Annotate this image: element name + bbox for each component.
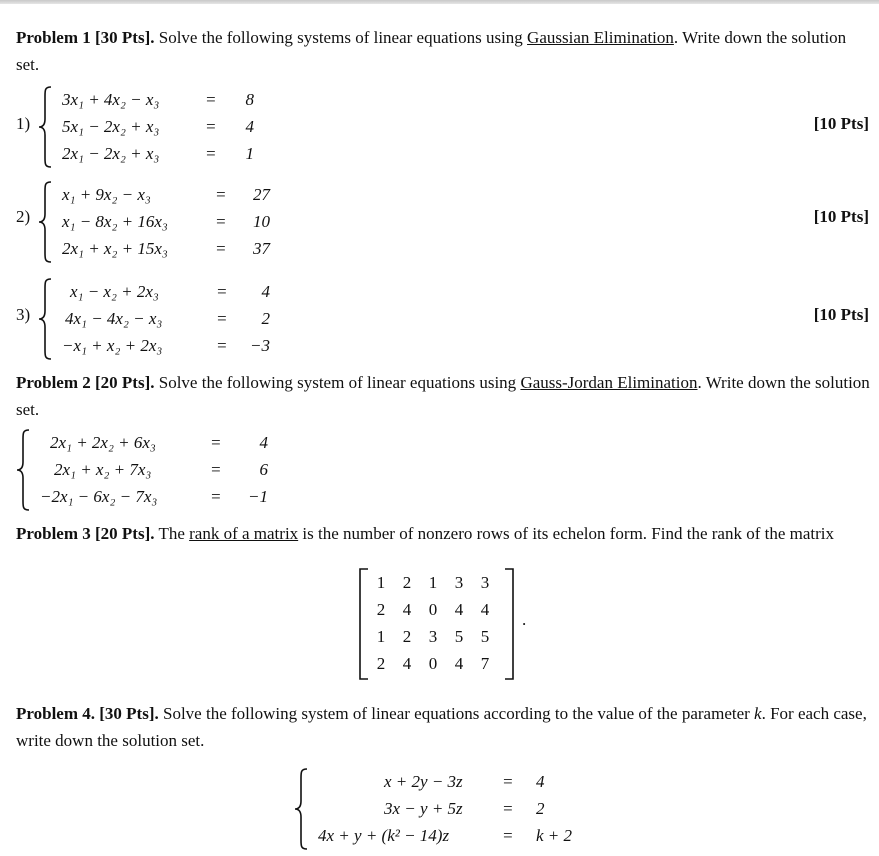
equation-rhs: 4 (245, 117, 254, 136)
problem-2-statement (16, 369, 872, 423)
matrix-cell: 7 (480, 654, 490, 673)
matrix-cell: 4 (402, 600, 412, 619)
equals-sign: = (215, 212, 227, 231)
matrix-cell: 2 (402, 627, 412, 646)
problem-1-system-1 (0, 84, 879, 174)
left-brace-icon (38, 278, 54, 360)
problem-3-text-a: The (154, 524, 190, 543)
matrix-cell: 4 (402, 654, 412, 673)
problem-1-text-b: . Write down the solution set. (16, 28, 847, 74)
problem-4-param: k (754, 704, 762, 723)
equation-rhs: 37 (253, 239, 270, 258)
system-1-label: 1) (16, 114, 31, 133)
matrix-cell: 4 (480, 600, 490, 619)
left-brace-icon (38, 86, 54, 168)
matrix-cell: 5 (454, 627, 464, 646)
left-bracket-icon (358, 568, 370, 680)
problem-1-title: Problem 1 [30 Pts]. (16, 28, 155, 47)
problem-3-term: rank of a matrix (189, 524, 299, 543)
problem-2-title: Problem 2 [20 Pts]. (16, 373, 155, 392)
equation-lhs: 4x₁ − 4x₂ − x₃ (65, 309, 163, 328)
equals-sign: = (216, 282, 228, 301)
equation-rhs: 2 (536, 799, 545, 818)
matrix-period: . (522, 610, 527, 629)
equals-sign: = (215, 185, 227, 204)
matrix-cell: 4 (454, 600, 464, 619)
equation-lhs: x₁ − 8x₂ + 16x₃ (62, 212, 168, 231)
problem-4-statement (16, 700, 872, 754)
equation-rhs: 4 (536, 772, 545, 791)
left-brace-icon (294, 768, 310, 850)
equals-sign: = (215, 239, 227, 258)
equals-sign: = (205, 90, 217, 109)
system-3-points: [10 Pts] (813, 305, 869, 324)
equation-rhs: k + 2 (536, 826, 573, 845)
matrix-cell: 5 (480, 627, 490, 646)
matrix-cell: 0 (428, 654, 438, 673)
problem-2-text-a: Solve the following system of linear equations using (154, 373, 521, 392)
equation-rhs: −1 (248, 487, 268, 506)
equation-lhs: 2x₁ + x₂ + 15x₃ (62, 239, 168, 258)
right-bracket-icon (503, 568, 515, 680)
equals-sign: = (205, 117, 217, 136)
equals-sign: = (502, 826, 514, 845)
problem-3-statement (16, 520, 872, 547)
equation-lhs: 5x₁ − 2x₂ + x₃ (62, 117, 160, 136)
matrix-cell: 1 (428, 573, 438, 592)
system-2-points: [10 Pts] (813, 207, 869, 226)
equation-lhs: −2x₁ − 6x₂ − 7x₃ (40, 487, 158, 506)
equation-rhs: −3 (250, 336, 270, 355)
matrix-cell: 2 (402, 573, 412, 592)
equation-lhs: x + 2y − 3z (384, 772, 463, 791)
equation-lhs: x₁ − x₂ + 2x₃ (70, 282, 159, 301)
problem-3-text-b: is the number of nonzero rows of its echelon form. Find the rank of the matrix (298, 524, 835, 543)
equation-lhs: 2x₁ + x₂ + 7x₃ (54, 460, 152, 479)
problem-4-system (0, 766, 879, 856)
equation-rhs: 27 (253, 185, 270, 204)
equation-lhs: 3x₁ + 4x₂ − x₃ (62, 90, 160, 109)
matrix-cell: 2 (376, 600, 386, 619)
left-brace-icon (38, 181, 54, 263)
matrix-cell: 3 (480, 573, 490, 592)
equals-sign: = (210, 487, 222, 506)
matrix-cell: 3 (454, 573, 464, 592)
top-divider (0, 0, 879, 4)
problem-1-text-a: Solve the following systems of linear equations using (154, 28, 528, 47)
matrix-cell: 0 (428, 600, 438, 619)
matrix-cell: 1 (376, 573, 386, 592)
equation-rhs: 4 (259, 433, 268, 452)
problem-4-text-a: Solve the following system of linear equations according to the value of the parameter (158, 704, 755, 723)
system-2-label: 2) (16, 207, 31, 226)
matrix-cell: 3 (428, 627, 438, 646)
problem-3-title: Problem 3 [20 Pts]. (16, 524, 155, 543)
problem-4-title: Problem 4. [30 Pts]. (16, 704, 159, 723)
equals-sign: = (210, 460, 222, 479)
equation-lhs: 2x₁ − 2x₂ + x₃ (62, 144, 160, 163)
equation-rhs: 1 (245, 144, 254, 163)
problem-1-system-3 (0, 276, 879, 366)
equals-sign: = (205, 144, 217, 163)
equation-rhs: 2 (261, 309, 270, 328)
problem-2-text-b: . Write down the solution set. (16, 373, 870, 419)
equation-rhs: 10 (253, 212, 270, 231)
equals-sign: = (502, 799, 514, 818)
equation-lhs: x₁ + 9x₂ − x₃ (62, 185, 151, 204)
left-brace-icon (16, 429, 32, 511)
problem-1-method: Gaussian Elimination (527, 28, 674, 47)
rank-matrix (358, 568, 548, 680)
problem-1-system-2 (0, 179, 879, 269)
equation-rhs: 8 (245, 90, 254, 109)
equals-sign: = (210, 433, 222, 452)
equation-lhs: 3x − y + 5z (384, 799, 463, 818)
equation-lhs: 2x₁ + 2x₂ + 6x₃ (50, 433, 156, 452)
equals-sign: = (502, 772, 514, 791)
equals-sign: = (216, 309, 228, 328)
equation-rhs: 6 (259, 460, 268, 479)
matrix-cell: 4 (454, 654, 464, 673)
equation-lhs: −x₁ + x₂ + 2x₃ (62, 336, 163, 355)
system-1-points: [10 Pts] (813, 114, 869, 133)
problem-4-text-b: . For each case, write down the solution set. (16, 704, 867, 750)
equation-rhs: 4 (261, 282, 270, 301)
equation-lhs: 4x + y + (k² − 14)z (318, 826, 450, 845)
system-3-label: 3) (16, 305, 31, 324)
matrix-cell: 2 (376, 654, 386, 673)
equals-sign: = (216, 336, 228, 355)
matrix-cell: 1 (376, 627, 386, 646)
problem-1-statement (16, 24, 872, 78)
problem-2-method: Gauss-Jordan Elimination (520, 373, 698, 392)
problem-2-system (0, 427, 879, 517)
